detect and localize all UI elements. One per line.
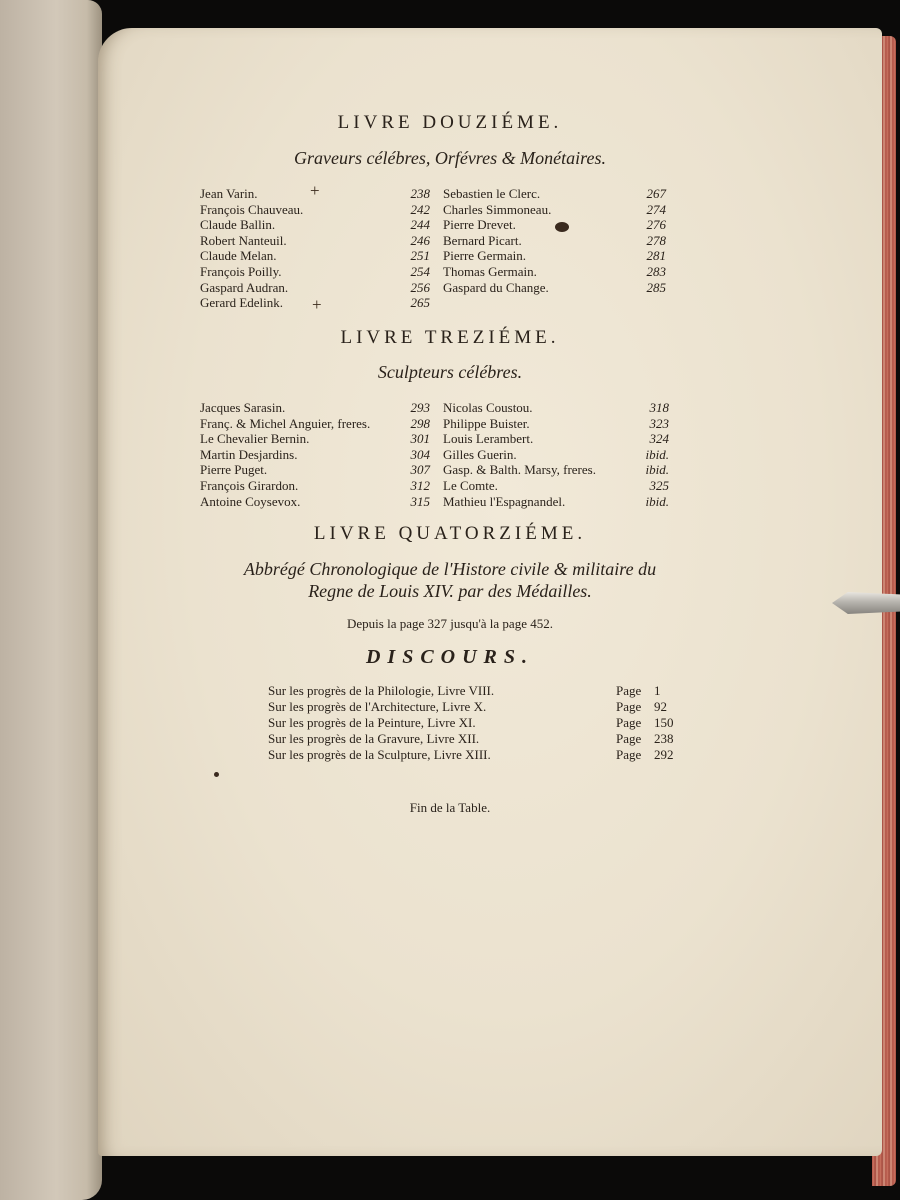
index-entry: Nicolas Coustou. 318 — [443, 400, 669, 415]
livre-quatorzieme-subtitle-line1: Abbrégé Chronologique de l'Histore civile & militaire du — [243, 559, 657, 579]
index-entry: Jean Varin. 238 — [200, 186, 430, 201]
livre-trezieme-subtitle: Sculpteurs célébres. — [377, 362, 523, 382]
ink-blot — [555, 222, 569, 232]
index-entry: Pierre Puget. 307 — [200, 462, 430, 478]
discours-entry: Sur les progrès de la Sculpture, Livre XIII. Page 292 — [268, 747, 674, 762]
livre-trezieme-left-column — [200, 400, 430, 509]
livre-douzieme-heading: LIVRE DOUZIÉME. — [337, 112, 563, 133]
discours-heading: DISCOURS. — [365, 646, 535, 668]
index-entry: Gasp. & Balth. Marsy, freres. ibid. — [443, 462, 669, 478]
livre-quatorzieme-page-range: Depuis la page 327 jusqu'à la page 452. — [347, 616, 553, 631]
index-entry: Martin Desjardins. 304 — [200, 446, 430, 462]
discours-list — [268, 683, 678, 763]
livre-quatorzieme-heading: LIVRE QUATORZIÉME. — [313, 523, 587, 544]
index-entry: François Poilly. 254 — [200, 263, 430, 279]
index-entry: Gilles Guerin. ibid. — [443, 446, 669, 462]
index-entry: François Girardon. 312 — [200, 477, 430, 493]
livre-trezieme-right-column — [443, 400, 669, 509]
index-entry: Pierre Germain. 281 — [443, 248, 666, 264]
index-entry: Philippe Buister. 323 — [443, 415, 669, 431]
index-entry: Le Chevalier Bernin. 301 — [200, 431, 430, 447]
index-entry: Le Comte. 325 — [443, 477, 669, 493]
livre-douzieme-right-column — [443, 186, 666, 295]
index-entry: Mathieu l'Espagnandel. ibid. — [443, 493, 669, 509]
index-entry: Gerard Edelink. 265 — [200, 295, 430, 311]
livre-douzieme-subtitle: Graveurs célébres, Orfévres & Monétaires. — [294, 148, 606, 168]
index-entry: Pierre Drevet. 276 — [443, 217, 666, 233]
index-entry: Louis Lerambert. 324 — [443, 431, 669, 447]
handwritten-cross-mark: + — [310, 181, 320, 200]
livre-trezieme-heading: LIVRE TREZIÉME. — [340, 327, 560, 348]
discours-entry: Sur les progrès de la Peinture, Livre XI. Page 150 — [268, 715, 674, 730]
index-entry: Franç. & Michel Anguier, freres. 298 — [200, 415, 430, 431]
end-of-table-text: Fin de la Table. — [409, 800, 491, 815]
discours-entry: Sur les progrès de l'Architecture, Livre X. Page 92 — [268, 699, 667, 714]
index-entry: Gaspard du Change. 285 — [443, 279, 666, 295]
index-entry: Claude Melan. 251 — [200, 248, 430, 264]
index-entry: Robert Nanteuil. 246 — [200, 232, 430, 248]
handwritten-cross-mark: + — [312, 295, 322, 314]
index-entry: Jacques Sarasin. 293 — [200, 400, 430, 415]
discours-entry: Sur les progrès de la Philologie, Livre VIII. Page 1 — [268, 683, 661, 698]
index-entry: François Chauveau. 242 — [200, 201, 430, 217]
index-entry: Thomas Germain. 283 — [443, 263, 666, 279]
index-entry: Gaspard Audran. 256 — [200, 279, 430, 295]
discours-entry: Sur les progrès de la Gravure, Livre XII. Page 238 — [268, 731, 674, 746]
livre-douzieme-left-column — [200, 186, 430, 314]
ink-dot — [214, 772, 219, 777]
index-entry: Sebastien le Clerc. 267 — [443, 186, 666, 201]
index-entry: Antoine Coysevox. 315 — [200, 493, 430, 509]
index-entry: Charles Simmoneau. 274 — [443, 201, 666, 217]
index-entry: Bernard Picart. 278 — [443, 232, 666, 248]
livre-quatorzieme-subtitle-line2: Regne de Louis XIV. par des Médailles. — [308, 581, 592, 601]
index-entry: Claude Ballin. 244 — [200, 217, 430, 233]
